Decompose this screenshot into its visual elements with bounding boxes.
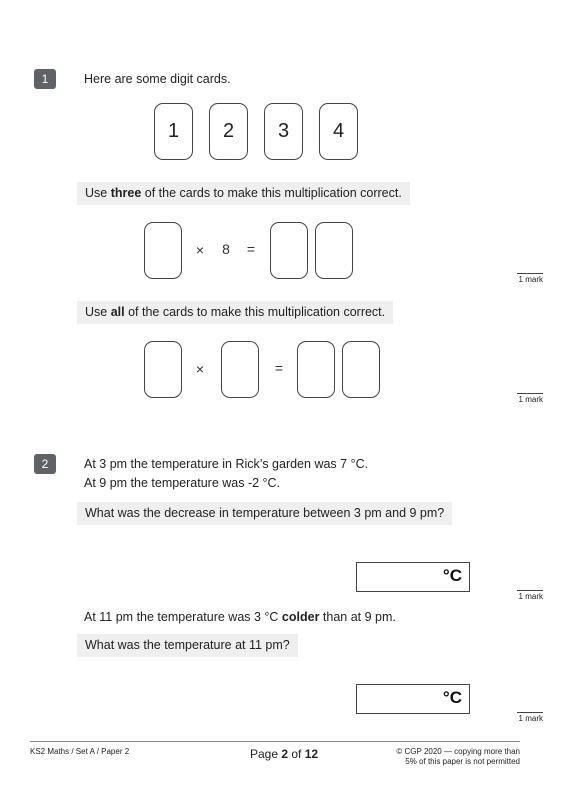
question-2b-statement [84, 610, 396, 624]
question-1b-prompt [77, 301, 393, 324]
mark-allocation: 1 mark [518, 714, 543, 723]
answer-card-slot[interactable] [270, 222, 308, 279]
equals-sign: = [274, 360, 284, 376]
answer-card-slot[interactable] [297, 341, 335, 398]
temperature-answer-box[interactable] [356, 562, 470, 592]
answer-card-slot[interactable] [221, 341, 259, 398]
question-1a-prompt [77, 182, 410, 205]
temperature-answer-box[interactable] [356, 684, 470, 714]
page-prefix: Page [250, 747, 282, 761]
copyright-notice [380, 747, 520, 767]
prompt-emphasis: all [110, 305, 125, 319]
statement-text: At 11 pm the temperature was 3 °C [84, 610, 282, 624]
question-number-1: 1 [34, 69, 56, 89]
times-sign: × [195, 242, 205, 258]
prompt-text: of the cards to make this multiplication correct. [141, 186, 402, 200]
times-sign: × [195, 361, 205, 377]
prompt-text: Use [85, 305, 111, 319]
multiplier-value: 8 [222, 241, 230, 257]
degrees-celsius-label: °C [442, 688, 462, 707]
digit-card: 3 [264, 103, 303, 160]
answer-card-slot[interactable] [144, 341, 182, 398]
copyright-line-1: © CGP 2020 — copying more than [396, 747, 520, 756]
answer-card-slot[interactable] [342, 341, 380, 398]
digit-card: 1 [154, 103, 193, 160]
prompt-text: Use [85, 186, 111, 200]
mark-allocation: 1 mark [518, 275, 543, 284]
page-indicator [250, 747, 318, 761]
question-2-line-2: At 9 pm the temperature was -2 °C. [84, 476, 281, 490]
prompt-text: of the cards to make this multiplication correct. [124, 305, 386, 319]
statement-emphasis: colder [281, 610, 320, 624]
question-number-2: 2 [34, 454, 56, 474]
question-1-intro: Here are some digit cards. [84, 72, 231, 86]
footer-divider [30, 741, 520, 742]
page-total: 12 [304, 747, 319, 761]
prompt-emphasis: three [110, 186, 142, 200]
equals-sign: = [246, 241, 256, 257]
answer-card-slot[interactable] [144, 222, 182, 279]
question-2-line-1: At 3 pm the temperature in Rick’s garden was 7 °C. [84, 457, 369, 471]
statement-text: than at 9 pm. [319, 610, 396, 624]
digit-cards [154, 103, 358, 160]
mark-allocation: 1 mark [518, 395, 543, 404]
question-2b-prompt: What was the temperature at 11 pm? [77, 634, 298, 657]
footer-paper-label: KS2 Maths / Set A / Paper 2 [30, 747, 130, 756]
digit-card: 2 [209, 103, 248, 160]
digit-card: 4 [319, 103, 358, 160]
page-current: 2 [281, 747, 289, 761]
copyright-line-2: 5% of this paper is not permitted [405, 757, 520, 766]
answer-card-slot[interactable] [315, 222, 353, 279]
degrees-celsius-label: °C [442, 566, 462, 585]
question-2a-prompt: What was the decrease in temperature between 3 pm and 9 pm? [77, 502, 452, 525]
page-of: of [288, 747, 305, 761]
mark-allocation: 1 mark [518, 592, 543, 601]
